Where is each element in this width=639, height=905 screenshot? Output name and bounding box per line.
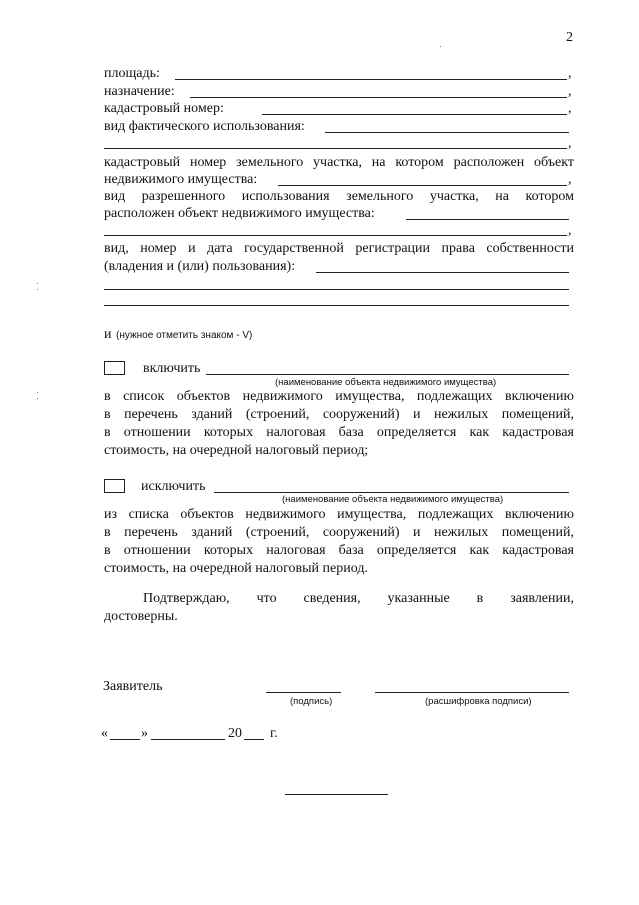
day-field-line[interactable] — [110, 739, 140, 740]
scan-speck — [440, 46, 441, 47]
page-number: 2 — [566, 30, 573, 45]
actual-use-label: вид фактического использования: — [104, 119, 305, 134]
scan-speck — [37, 398, 38, 399]
bottom-divider — [285, 794, 388, 795]
exclude-checkbox[interactable] — [104, 479, 125, 493]
comma: , — [568, 84, 572, 99]
include-checkbox[interactable] — [104, 361, 125, 375]
year-prefix: 20 — [228, 726, 242, 741]
month-field-line[interactable] — [151, 739, 225, 740]
registration-field-line[interactable] — [316, 272, 569, 273]
year-field-line[interactable] — [244, 739, 264, 740]
area-field-line[interactable] — [175, 79, 567, 80]
land-cadastral-field-line[interactable] — [278, 185, 567, 186]
comma: , — [568, 172, 572, 187]
actual-use-field-line[interactable] — [325, 132, 569, 133]
exclude-object-name-line[interactable] — [214, 492, 569, 493]
applicant-label: Заявитель — [103, 679, 163, 694]
signature-line[interactable] — [266, 692, 341, 693]
confirmation-text: Подтверждаю, что сведения, указанные в заявлении, — [143, 591, 574, 606]
scan-speck — [37, 392, 38, 393]
purpose-field-line[interactable] — [190, 97, 567, 98]
comma: , — [568, 66, 572, 81]
permitted-use-field-line-2[interactable] — [104, 235, 567, 236]
registration-field-line-3[interactable] — [104, 305, 569, 306]
include-label: включить — [143, 361, 201, 376]
exclude-text-line: из списка объектов недвижимого имущества, подлежащих включению — [104, 507, 574, 522]
purpose-label: назначение: — [104, 84, 175, 99]
exclude-label: исключить — [141, 479, 206, 494]
actual-use-field-line-2[interactable] — [104, 148, 567, 149]
permitted-use-field-line[interactable] — [406, 219, 569, 220]
include-caption: (наименование объекта недвижимого имущества) — [275, 377, 497, 388]
cadastral-number-label: кадастровый номер: — [104, 101, 224, 116]
registration-field-line-2[interactable] — [104, 289, 569, 290]
comma: , — [568, 101, 572, 116]
scan-speck — [37, 289, 38, 290]
include-text-line: стоимость, на очередной налоговый период; — [104, 443, 369, 458]
mark-note: (нужное отметить знаком - V) — [116, 330, 253, 341]
exclude-caption: (наименование объекта недвижимого имущества) — [282, 494, 504, 505]
confirmation-text-2: достоверны. — [104, 609, 178, 624]
date-close-quote: » — [141, 726, 148, 741]
exclude-text-line: в перечень зданий (строений, сооружений) и нежилых помещений, — [104, 525, 574, 540]
exclude-text-line: в отношении которых налоговая база определяется как кадастровая — [104, 543, 574, 558]
comma: , — [568, 136, 572, 151]
permitted-use-text-2: расположен объект недвижимого имущества: — [104, 206, 375, 221]
signature-decode-line[interactable] — [375, 692, 569, 693]
exclude-text-line: стоимость, на очередной налоговый период. — [104, 561, 368, 576]
decode-caption: (расшифровка подписи) — [425, 696, 532, 707]
comma: , — [568, 223, 572, 238]
year-suffix: г. — [270, 726, 278, 741]
include-text-line: в список объектов недвижимого имущества, подлежащих включению — [104, 389, 574, 404]
area-label: площадь: — [104, 66, 160, 81]
cadastral-number-field-line[interactable] — [262, 114, 567, 115]
permitted-use-text: вид разрешенного использования земельного участка, на котором — [104, 189, 574, 204]
registration-text: вид, номер и дата государственной регистрации права собственности — [104, 241, 574, 256]
include-text-line: в перечень зданий (строений, сооружений) и нежилых помещений, — [104, 407, 574, 422]
include-object-name-line[interactable] — [206, 374, 569, 375]
signature-caption: (подпись) — [290, 696, 333, 707]
scan-speck — [37, 283, 38, 284]
land-cadastral-text: кадастровый номер земельного участка, на котором расположен объект — [104, 155, 574, 170]
registration-text-2: (владения и (или) пользования): — [104, 259, 296, 274]
land-cadastral-text-2: недвижимого имущества: — [104, 172, 258, 187]
include-text-line: в отношении которых налоговая база определяется как кадастровая — [104, 425, 574, 440]
date-open-quote: « — [101, 726, 108, 741]
mark-note-prefix: и — [104, 327, 112, 342]
